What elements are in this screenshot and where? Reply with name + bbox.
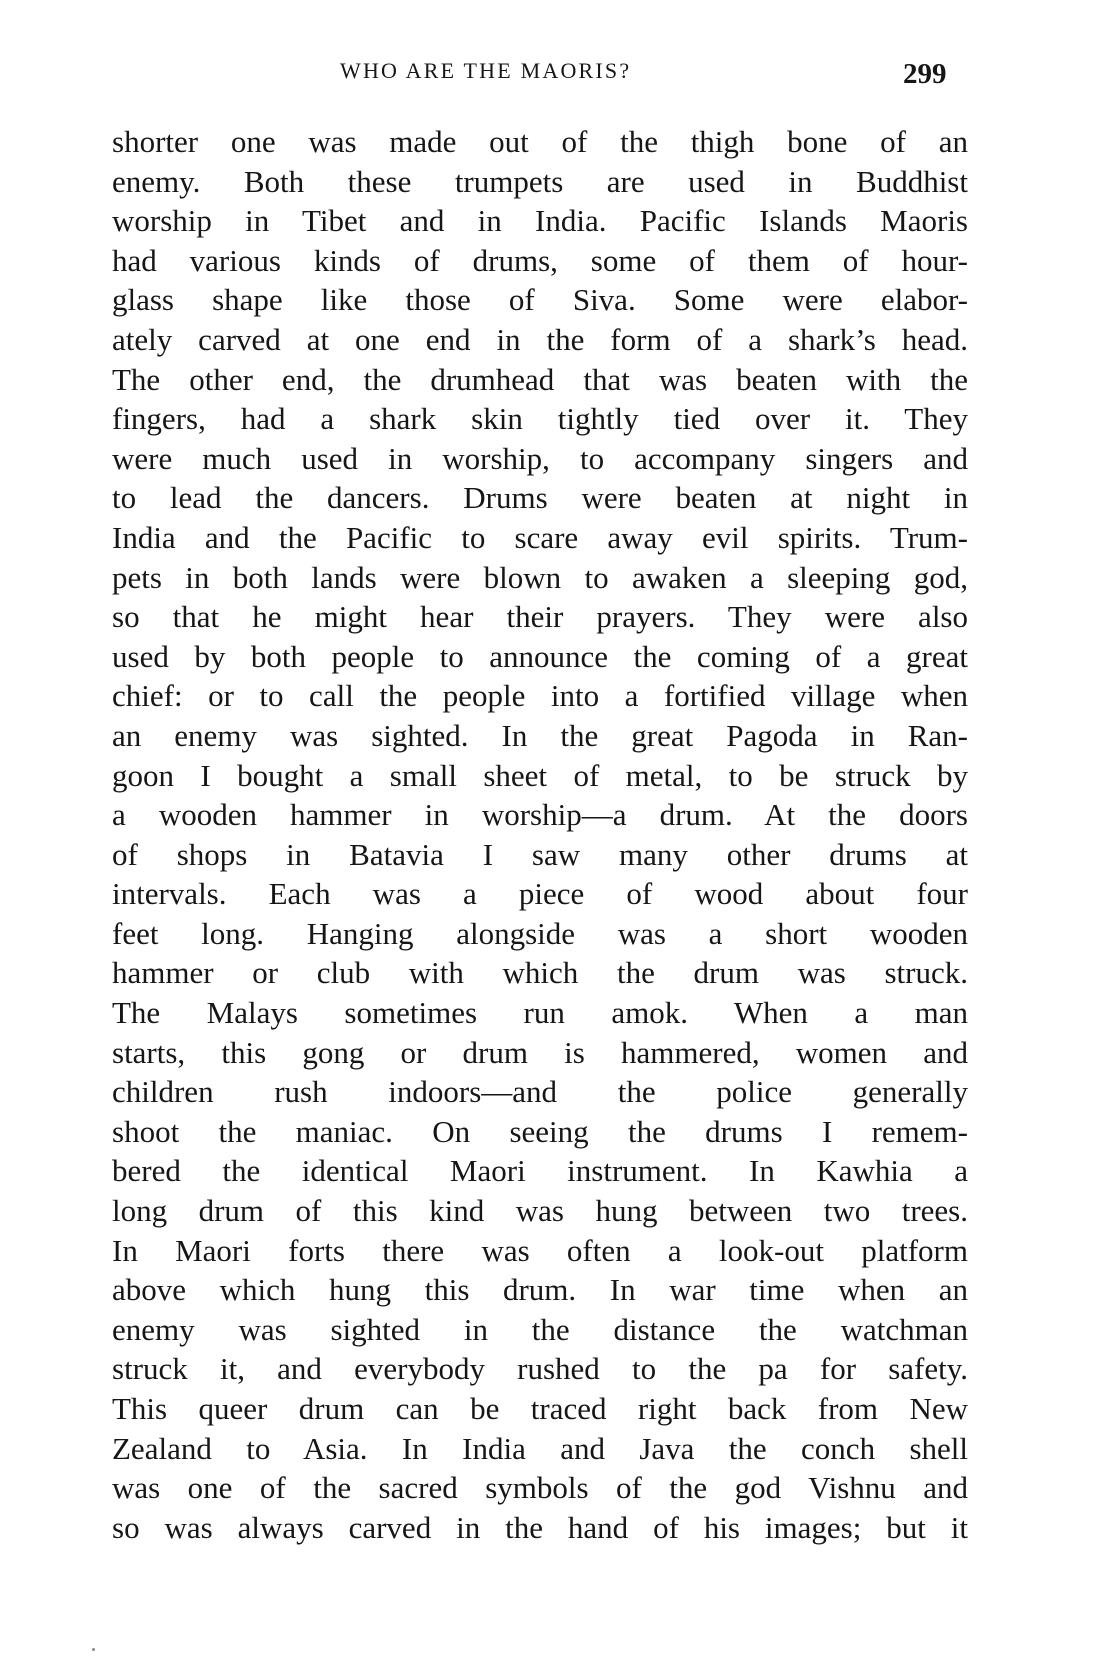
- text-line: to lead the dancers. Drums were beaten at night in: [112, 480, 968, 516]
- text-line: so that he might hear their prayers. They were also: [112, 599, 968, 635]
- text-line: struck it, and everybody rushed to the pa for safety.: [112, 1351, 968, 1387]
- text-line: was one of the sacred symbols of the god Vishnu and: [112, 1470, 968, 1506]
- text-line: The Malays sometimes run amok. When a man: [112, 995, 968, 1031]
- text-line: goon I bought a small sheet of metal, to be struck by: [112, 757, 968, 793]
- text-line: intervals. Each was a piece of wood about four: [112, 876, 968, 912]
- text-line: above which hung this drum. In war time when an: [112, 1272, 968, 1308]
- text-line: chief: or to call the people into a fortified village when: [112, 678, 968, 714]
- text-line: pets in both lands were blown to awaken a sleeping god,: [112, 559, 968, 595]
- body-text: [112, 122, 968, 1547]
- page-number: 299: [903, 58, 947, 90]
- text-line: enemy was sighted in the distance the watchman: [112, 1311, 968, 1347]
- text-line: so was always carved in the hand of his images; but it: [112, 1509, 968, 1545]
- text-line: hammer or club with which the drum was struck.: [112, 955, 968, 991]
- text-line: enemy. Both these trumpets are used in Buddhist: [112, 163, 968, 199]
- text-line: had various kinds of drums, some of them of hour-: [112, 242, 968, 278]
- text-line: used by both people to announce the coming of a great: [112, 638, 968, 674]
- text-line: ately carved at one end in the form of a shark’s head.: [112, 321, 968, 357]
- text-line: were much used in worship, to accompany singers and: [112, 440, 968, 476]
- running-title: WHO ARE THE MAORIS?: [340, 58, 632, 83]
- text-line: bered the identical Maori instrument. In Kawhia a: [112, 1153, 968, 1189]
- text-line: long drum of this kind was hung between two trees.: [112, 1193, 968, 1229]
- text-line: This queer drum can be traced right back from New: [112, 1391, 968, 1426]
- text-line: Zealand to Asia. In India and Java the conch shell: [112, 1430, 968, 1466]
- text-line: an enemy was sighted. In the great Pagoda in Ran-: [112, 717, 968, 753]
- running-header: [340, 58, 960, 92]
- text-line: children rush indoors—and the police generally: [112, 1074, 968, 1110]
- text-line: feet long. Hanging alongside was a short wooden: [112, 915, 968, 951]
- text-line: fingers, had a shark skin tightly tied over it. They: [112, 401, 968, 437]
- text-line: The other end, the drumhead that was beaten with the: [112, 361, 968, 397]
- text-line: glass shape like those of Siva. Some were elabor-: [112, 282, 968, 318]
- text-line: In Maori forts there was often a look-out platform: [112, 1232, 968, 1268]
- text-line: a wooden hammer in worship—a drum. At the doors: [112, 797, 968, 833]
- text-line: shorter one was made out of the thigh bone of an: [112, 124, 968, 159]
- scan-speck: [92, 1648, 95, 1651]
- text-line: shoot the maniac. On seeing the drums I remem-: [112, 1113, 968, 1149]
- text-line: starts, this gong or drum is hammered, women and: [112, 1034, 968, 1070]
- text-line: worship in Tibet and in India. Pacific Islands Maoris: [112, 203, 968, 239]
- text-line: of shops in Batavia I saw many other drums at: [112, 836, 968, 872]
- text-line: India and the Pacific to scare away evil spirits. Trum-: [112, 519, 968, 555]
